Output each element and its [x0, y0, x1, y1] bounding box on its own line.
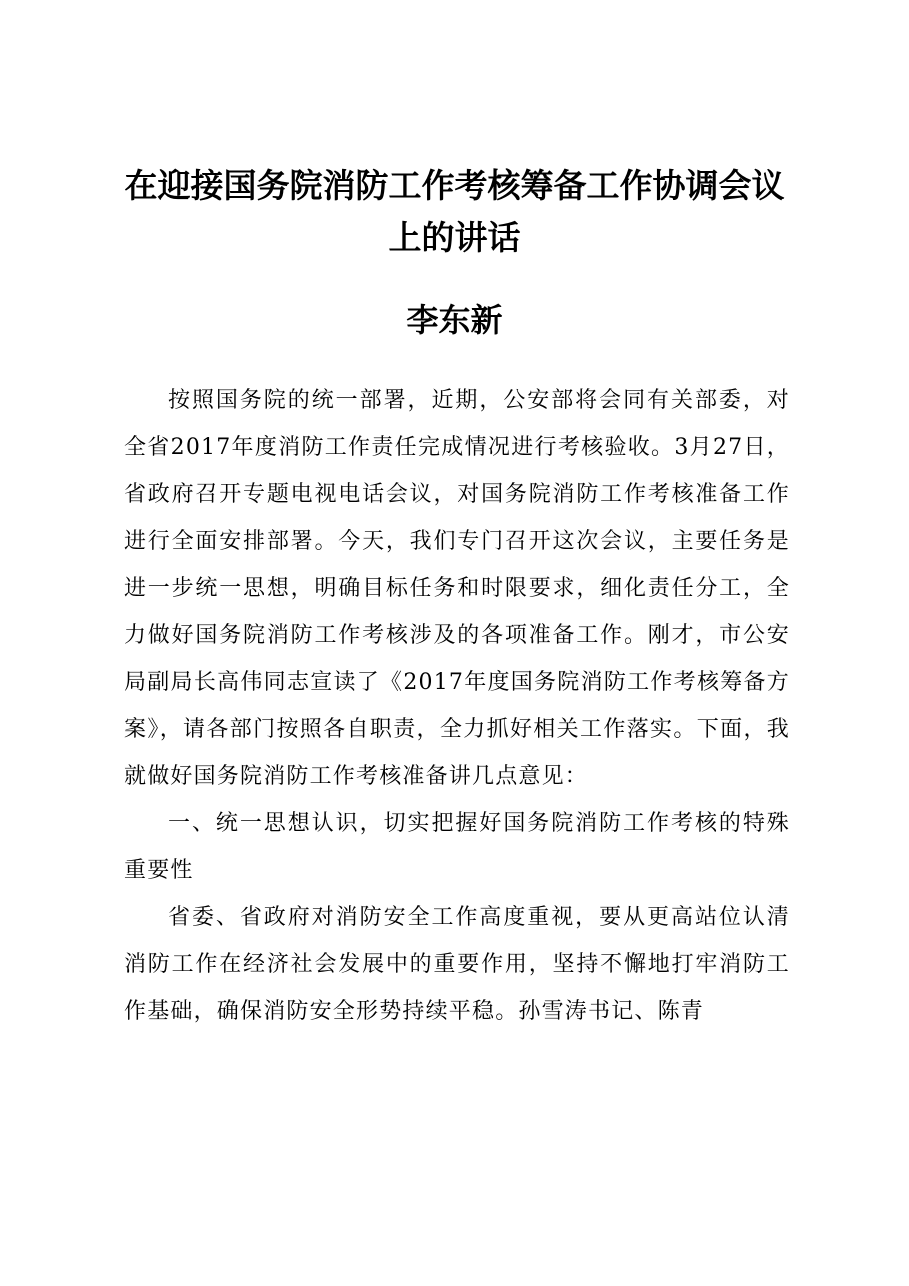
document-title [100, 160, 809, 264]
document-body [124, 377, 790, 1035]
section-heading-1: 一、统一思想认识，切实把握好国务院消防工作考核的特殊重要性 [124, 811, 790, 883]
paragraph-section-1: 省委、省政府对消防安全工作高度重视，要从更高站位认清消防工作在经济社会发展中的重要作用，坚持不懈地打牢消防工作基础，确保消防安全形势持续平稳。孙雪涛书记、陈青 [124, 905, 790, 1024]
title-line-1: 在迎接国务院消防工作考核筹备工作协调会议 [124, 166, 785, 205]
author-name: 李东新 [406, 301, 503, 339]
title-line-2: 上的讲话 [388, 218, 521, 257]
paragraph-intro: 按照国务院的统一部署，近期，公安部将会同有关部委，对全省2017年度消防工作责任完成情况进行考核验收。3月27日，省政府召开专题电视电话会议，对国务院消防工作考核准备工作进行全面安排部署。今天，我们专门召开这次会议，主要任务是进一步统一思想，明确目标任务和时限要求，细化责任分工，全力做好国务院消防工作考核涉及的各项准备工作。刚才，市公安局副局长高伟同志宣读了《2017年度国务院消防工作考核筹备方案》，请各部门按照各自职责，全力抓好相关工作落实。下面，我就做好国务院消防工作考核准备讲几点意见： [124, 388, 790, 789]
